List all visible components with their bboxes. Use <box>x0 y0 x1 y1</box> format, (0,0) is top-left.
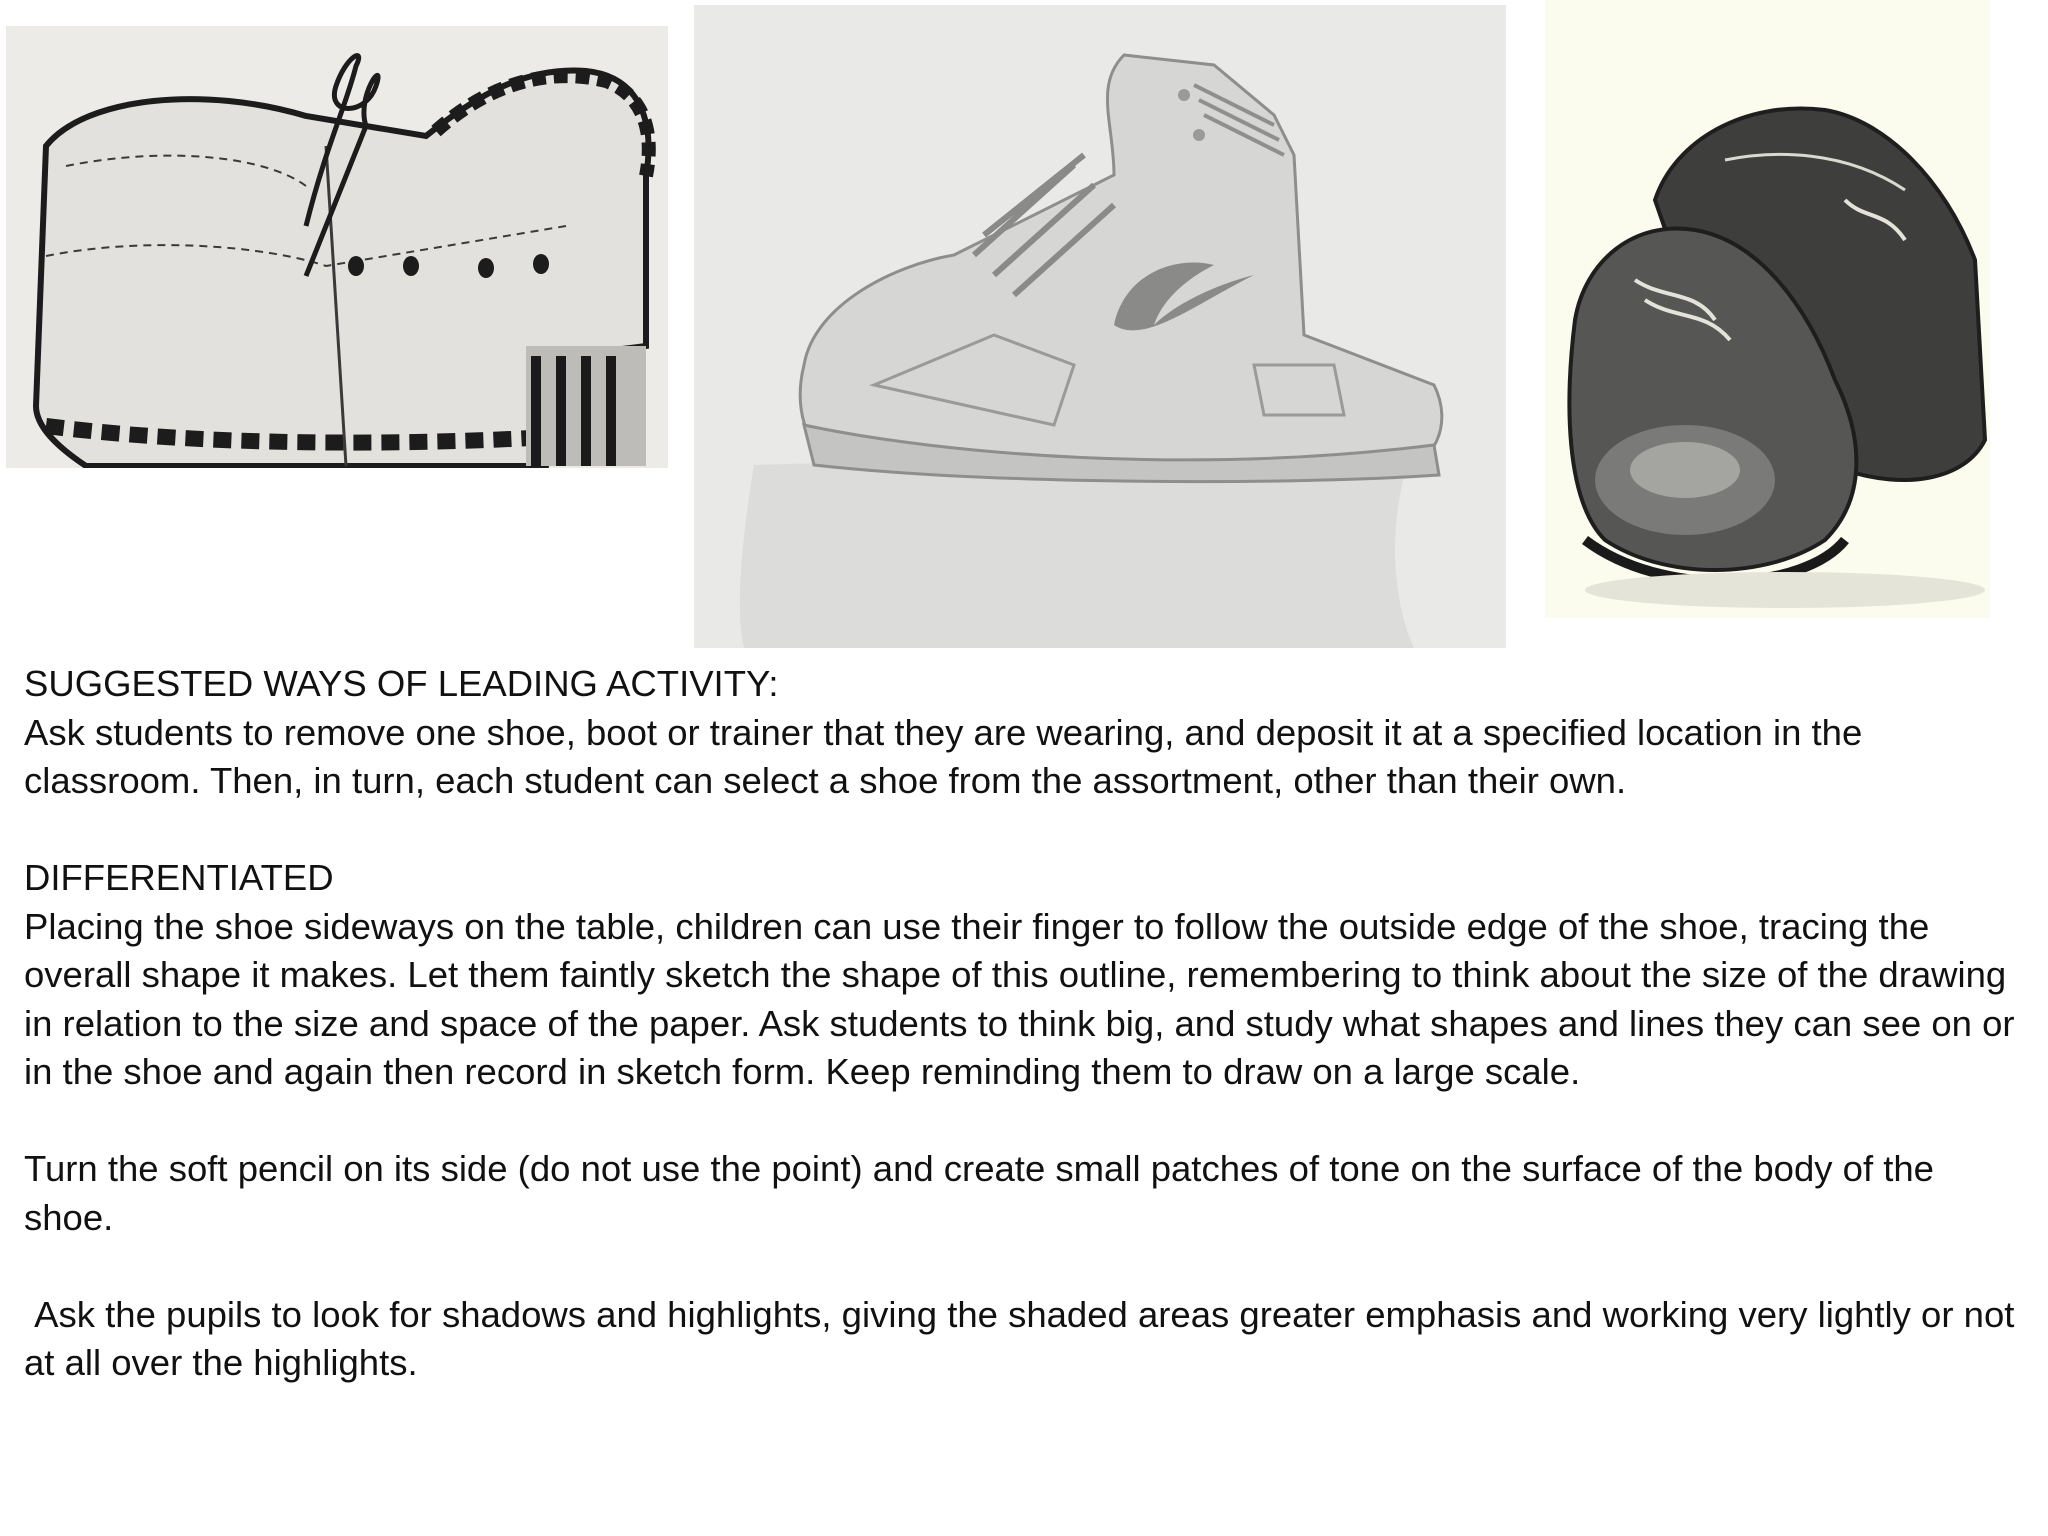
old-shoes-pencil-drawing <box>1545 0 1990 618</box>
suggested-body: Ask students to remove one shoe, boot or trainer that they are wearing, and deposit it at a specified location in the classroom. Then, in turn, each student can select a shoe from the assortment, other than their own. <box>24 711 1863 801</box>
sneaker-pencil-drawing <box>694 5 1506 648</box>
paragraph-gap <box>24 806 2024 855</box>
differentiated-heading: DIFFERENTIATED <box>24 857 334 898</box>
shoe-drawing-bold-outline <box>6 26 668 468</box>
paragraph-gap <box>24 1097 2024 1146</box>
shadows-paragraph: Ask the pupils to look for shadows and highlights, giving the shaded areas greater emphasis and working very lightly or not at all over the highlights. <box>24 1293 2025 1383</box>
differentiated-body: Placing the shoe sideways on the table, children can use their finger to follow the outside edge of the shoe, tracing the overall shape it makes. Let them faintly sketch the shape of this outline, remembering to think about the size of the drawing in relation to the size and space of the paper. Ask students to think big, and study what shapes and lines they can see on or in the shoe and again then record in sketch form. Keep reminding them to draw on a large scale. <box>24 905 2015 1092</box>
suggested-heading: SUGGESTED WAYS OF LEADING ACTIVITY: <box>24 663 779 704</box>
paragraph-gap <box>24 1242 2024 1291</box>
tone-paragraph: Turn the soft pencil on its side (do not use the point) and create small patches of tone on the surface of the body of the shoe. <box>24 1148 1934 1238</box>
activity-text <box>24 660 2024 1388</box>
